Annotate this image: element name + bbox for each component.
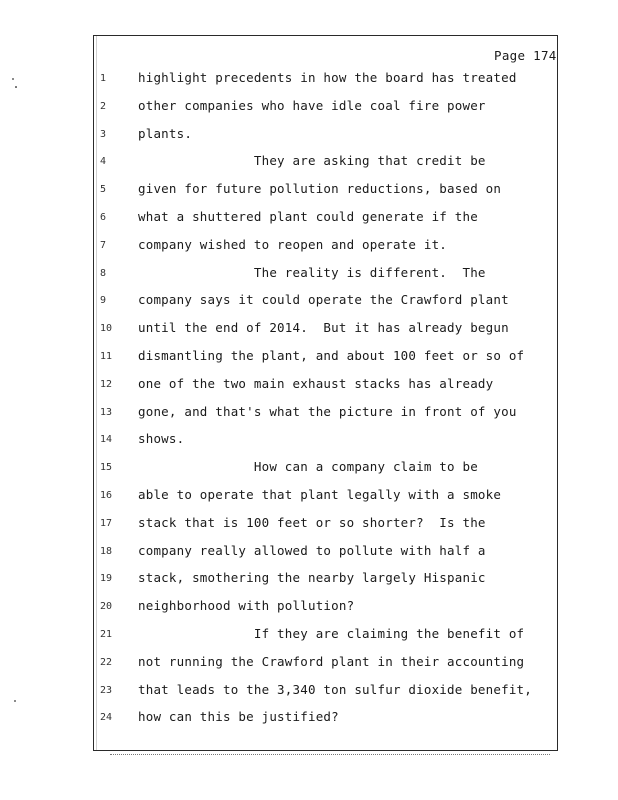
transcript-line — [0, 292, 618, 312]
line-text: how can this be justified? — [138, 709, 339, 725]
page-number: Page 174 — [494, 48, 557, 63]
transcript-line — [0, 459, 618, 479]
scan-speck — [12, 78, 14, 80]
line-number: 15 — [100, 462, 113, 474]
scan-speck — [14, 700, 16, 702]
transcript-line — [0, 487, 618, 507]
line-number: 10 — [100, 323, 113, 335]
transcript-line — [0, 237, 618, 257]
transcript-line — [0, 515, 618, 535]
transcript-line — [0, 682, 618, 702]
line-text: stack that is 100 feet or so shorter? Is the — [138, 514, 486, 530]
line-text: one of the two main exhaust stacks has already — [138, 375, 494, 391]
line-number: 1 — [100, 73, 107, 84]
transcript-line — [0, 570, 618, 590]
line-number: 8 — [100, 267, 107, 279]
line-text: other companies who have idle coal fire power — [138, 97, 486, 113]
transcript-line — [0, 626, 618, 646]
line-number: 11 — [100, 351, 113, 362]
line-number: 16 — [100, 490, 113, 501]
transcript-line — [0, 654, 618, 674]
line-number: 22 — [100, 656, 113, 668]
transcript-line — [0, 126, 618, 146]
transcript-line — [0, 320, 618, 340]
line-number: 7 — [100, 239, 107, 251]
transcript-line — [0, 153, 618, 173]
line-number: 19 — [100, 573, 113, 585]
line-text: If they are claiming the benefit of — [138, 626, 525, 641]
line-text: dismantling the plant, and about 100 feet or so of — [138, 348, 525, 363]
line-number: 17 — [100, 517, 113, 529]
transcript-line — [0, 181, 618, 201]
line-text: company really allowed to pollute with half a — [138, 542, 486, 558]
footer-rule — [110, 754, 550, 755]
transcript-line — [0, 709, 618, 729]
line-number: 3 — [100, 128, 107, 140]
line-text: The reality is different. The — [138, 264, 486, 280]
line-number: 2 — [100, 100, 107, 112]
line-text: How can a company claim to be — [138, 459, 478, 475]
line-text: plants. — [138, 125, 193, 141]
line-number: 4 — [100, 156, 107, 168]
transcript-line — [0, 404, 618, 424]
line-text: company says it could operate the Crawford plant — [138, 292, 509, 308]
line-number: 20 — [100, 601, 113, 613]
line-text: that leads to the 3,340 ton sulfur dioxide benefit, — [138, 681, 533, 697]
line-number: 24 — [100, 712, 113, 724]
line-number: 13 — [100, 406, 113, 418]
line-text: what a shuttered plant could generate if the — [138, 209, 478, 224]
scan-speck — [15, 86, 17, 88]
line-number: 14 — [100, 434, 113, 446]
line-number: 12 — [100, 378, 113, 390]
line-number: 9 — [100, 295, 107, 307]
line-text: able to operate that plant legally with a smoke — [138, 487, 502, 502]
line-text: company wished to reopen and operate it. — [138, 236, 448, 252]
line-text: until the end of 2014. But it has already begun — [138, 320, 509, 336]
line-text: shows. — [138, 431, 185, 447]
transcript-line — [0, 70, 618, 90]
line-text: neighborhood with pollution? — [138, 598, 355, 614]
transcript-line — [0, 431, 618, 451]
transcript-line — [0, 598, 618, 618]
transcript-line — [0, 376, 618, 396]
line-number: 5 — [100, 184, 107, 196]
line-number: 21 — [100, 629, 113, 640]
line-number: 18 — [100, 545, 113, 557]
transcript-line — [0, 209, 618, 229]
line-text: highlight precedents in how the board has treated — [138, 70, 517, 85]
transcript-line — [0, 265, 618, 285]
line-number: 23 — [100, 684, 113, 696]
line-text: They are asking that credit be — [138, 153, 486, 169]
transcript-line — [0, 543, 618, 563]
transcript-line — [0, 348, 618, 368]
line-number: 6 — [100, 212, 107, 223]
line-text: stack, smothering the nearby largely Hispanic — [138, 570, 486, 586]
line-text: gone, and that's what the picture in front of you — [138, 403, 517, 419]
transcript-line — [0, 98, 618, 118]
line-text: given for future pollution reductions, based on — [138, 181, 502, 197]
line-text: not running the Crawford plant in their accounting — [138, 653, 525, 669]
